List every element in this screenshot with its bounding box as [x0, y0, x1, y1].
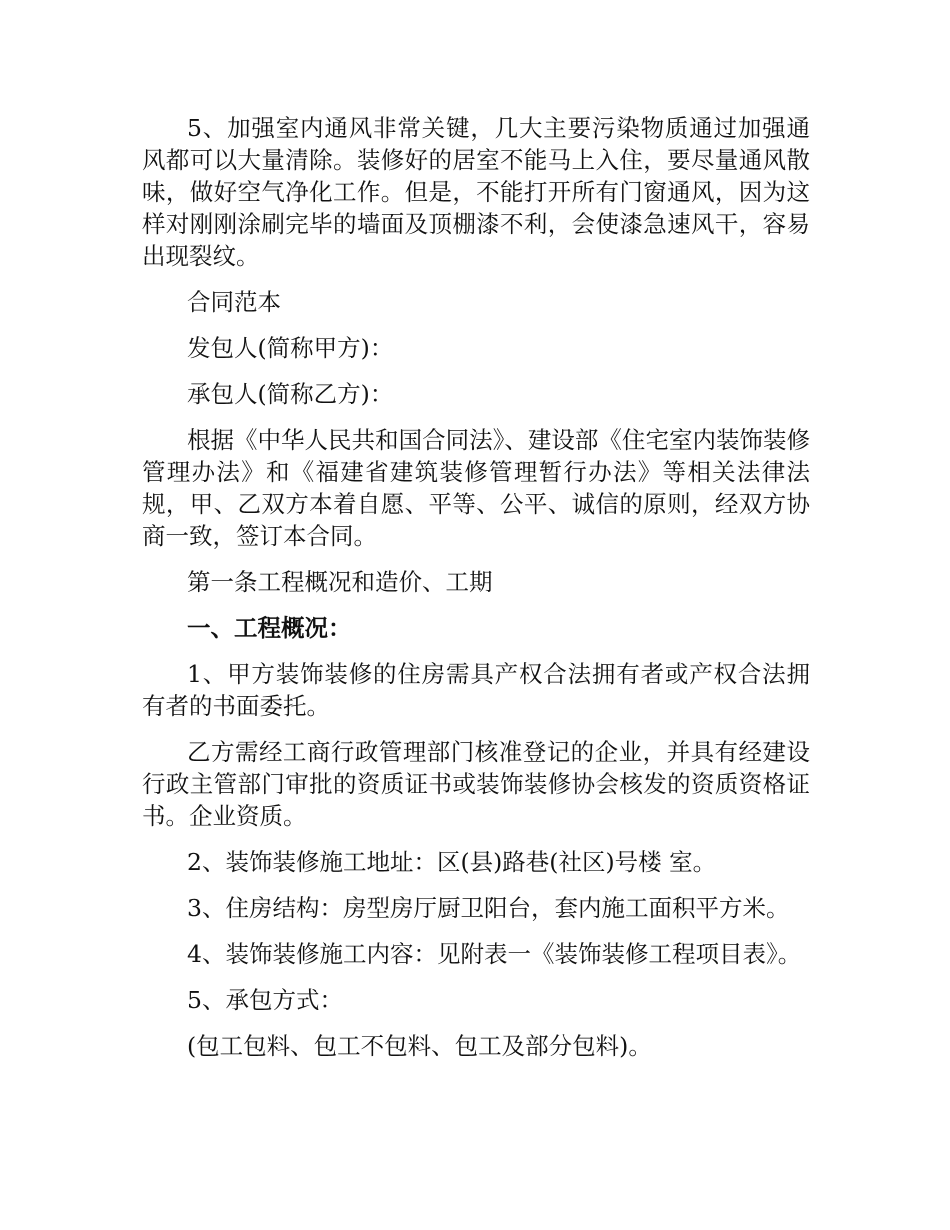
paragraph-contract-mode-options: (包工包料、包工不包料、包工及部分包料)。 [187, 1032, 652, 1060]
paragraph-contractor-party: 承包人(简称乙方)： [187, 380, 394, 408]
paragraph-item-2-address: 2、装饰装修施工地址：区(县)路巷(社区)号楼 室。 [187, 848, 717, 876]
paragraph-ventilation-tip: 5、加强室内通风非常关键，几大主要污染物质通过加强通风都可以大量清除。装修好的居室不能马上入住，要尽量通风散味，做好空气净化工作。但是，不能打开所有门窗通风，因为这样对刚刚涂刷完毕的墙面及顶棚漆不利，会使漆急速风干，容易出现裂纹。 [142, 114, 810, 270]
section-heading-project-overview: 一、工程概况： [187, 614, 352, 642]
document-page [142, 112, 810, 1076]
paragraph-employer-party: 发包人(简称甲方)： [187, 334, 394, 362]
paragraph-legal-basis: 根据《中华人民共和国合同法》、建设部《住宅室内装饰装修管理办法》和《福建省建筑装修管理暂行办法》等相关法律法规，甲、乙双方本着自愿、平等、公平、诚信的原则，经双方协商一致，签订本合同。 [142, 426, 810, 550]
paragraph-contract-template-title: 合同范本 [187, 288, 281, 316]
paragraph-article-one-heading: 第一条工程概况和造价、工期 [187, 568, 493, 596]
paragraph-item-4-content: 4、装饰装修施工内容：见附表一《装饰装修工程项目表》。 [187, 940, 802, 968]
paragraph-item-1-ownership: 1、甲方装饰装修的住房需具产权合法拥有者或产权合法拥有者的书面委托。 [142, 660, 810, 720]
paragraph-contractor-qualification: 乙方需经工商行政管理部门核准登记的企业，并具有经建设行政主管部门审批的资质证书或装饰装修协会核发的资质资格证书。企业资质。 [142, 738, 810, 830]
paragraph-item-5-contract-mode: 5、承包方式： [187, 986, 343, 1014]
paragraph-item-3-structure: 3、住房结构：房型房厅厨卫阳台，套内施工面积平方米。 [187, 894, 790, 922]
